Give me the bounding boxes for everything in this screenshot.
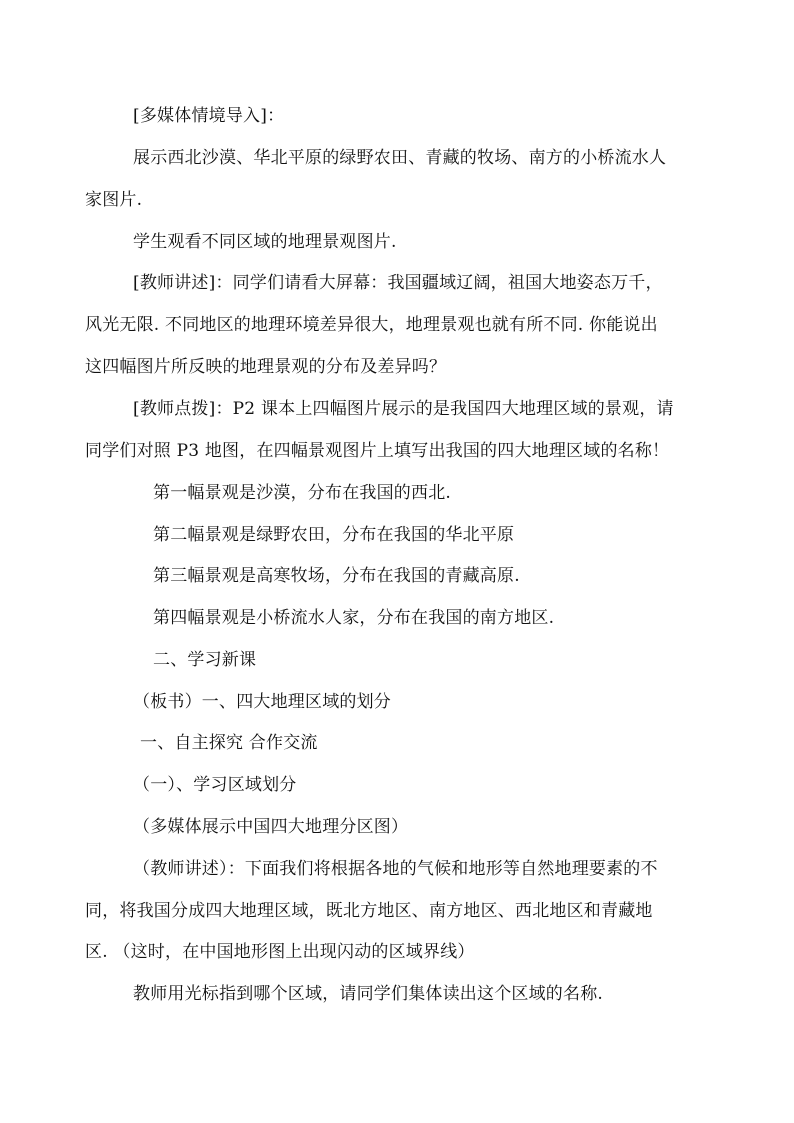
paragraph-line: [教师讲述]：同学们请看大屏幕：我国疆域辽阔，祖国大地姿态万千， <box>133 273 663 293</box>
section-heading: 二、学习新课 <box>153 650 257 670</box>
paragraph-line: （教师讲述）：下面我们将根据各地的气候和地形等自然地理要素的不 <box>133 859 658 879</box>
section-heading-multimedia-intro: [多媒体情境导入]： <box>133 106 285 126</box>
section-heading: （一）、学习区域划分 <box>133 775 297 795</box>
list-item: 第三幅景观是高寒牧场，分布在我国的青藏高原. <box>153 566 520 586</box>
paragraph-line: 这四幅图片所反映的地理景观的分布及差异吗？ <box>85 357 447 377</box>
paragraph-line: （板书）一、四大地理区域的划分 <box>133 692 391 712</box>
paragraph-line: 同学们对照 P3 地图，在四幅景观图片上填写出我国的四大地理区域的名称！ <box>85 441 670 461</box>
paragraph-line: 学生观看不同区域的地理景观图片. <box>133 232 397 252</box>
paragraph-line: 同，将我国分成四大地理区域，既北方地区、南方地区、西北地区和青藏地 <box>85 901 653 921</box>
paragraph-line: 展示西北沙漠、华北平原的绿野农田、青藏的牧场、南方的小桥流水人 <box>133 148 667 168</box>
paragraph-line: 家图片. <box>85 190 143 210</box>
paragraph-line: （多媒体展示中国四大地理分区图） <box>133 817 409 837</box>
list-item: 第四幅景观是小桥流水人家，分布在我国的南方地区. <box>153 608 555 628</box>
paragraph-line: 教师用光标指到哪个区域，请同学们集体读出这个区域的名称. <box>133 984 604 1004</box>
list-item: 第一幅景观是沙漠，分布在我国的西北. <box>153 483 452 503</box>
section-heading: 一、自主探究 合作交流 <box>140 733 318 753</box>
list-item: 第二幅景观是绿野农田，分布在我国的华北平原 <box>153 525 515 545</box>
paragraph-line: 风光无限. 不同地区的地理环境差异很大，地理景观也就有所不同. 你能说出 <box>85 315 658 335</box>
paragraph-line: 区. （这时，在中国地形图上出现闪动的区域界线） <box>85 942 475 962</box>
paragraph-line: [教师点拨]：P2 课本上四幅图片展示的是我国四大地理区域的景观，请 <box>133 399 674 419</box>
